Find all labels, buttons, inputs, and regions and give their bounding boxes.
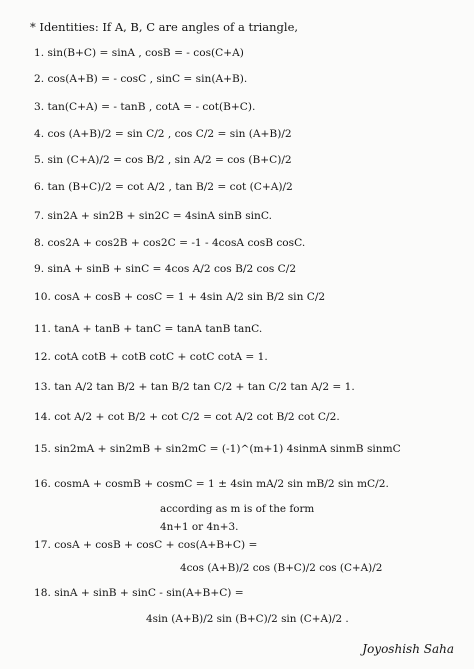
identity-line-7: 7. sin2A + sin2B + sin2C = 4sinA sinB sinC. [34,210,272,222]
identity-line-17-result: 4cos (A+B)/2 cos (B+C)/2 cos (C+A)/2 [180,562,383,574]
page-heading: * Identities: If A, B, C are angles of a triangle, [30,20,299,34]
identity-line-4: 4. cos (A+B)/2 = sin C/2 , cos C/2 = sin (A+B)/2 [34,128,292,140]
identity-line-18-result: 4sin (A+B)/2 sin (B+C)/2 sin (C+A)/2 . [146,613,349,625]
identity-line-12: 12. cotA cotB + cotB cotC + cotC cotA = 1. [34,351,268,363]
identity-line-2: 2. cos(A+B) = - cosC , sinC = sin(A+B). [34,73,248,85]
identity-line-10: 10. cosA + cosB + cosC = 1 + 4sin A/2 sin B/2 sin C/2 [34,291,326,303]
identity-line-16-forms: 4n+1 or 4n+3. [160,521,239,533]
author-signature: Joyoshish Saha [362,642,454,656]
identity-line-1: 1. sin(B+C) = sinA , cosB = - cos(C+A) [34,47,244,59]
identity-line-13: 13. tan A/2 tan B/2 + tan B/2 tan C/2 + tan C/2 tan A/2 = 1. [34,381,355,393]
identity-line-18: 18. sinA + sinB + sinC - sin(A+B+C) = [34,587,244,599]
identity-line-9: 9. sinA + sinB + sinC = 4cos A/2 cos B/2 cos C/2 [34,263,297,275]
identity-line-5: 5. sin (C+A)/2 = cos B/2 , sin A/2 = cos (B+C)/2 [34,154,292,166]
identity-line-8: 8. cos2A + cos2B + cos2C = -1 - 4cosA cosB cosC. [34,237,306,249]
identity-line-6: 6. tan (B+C)/2 = cot A/2 , tan B/2 = cot (C+A)/2 [34,181,293,193]
identity-line-16: 16. cosmA + cosmB + cosmC = 1 ± 4sin mA/2 sin mB/2 sin mC/2. [34,478,389,490]
identity-line-15: 15. sin2mA + sin2mB + sin2mC = (-1)^(m+1) 4sinmA sinmB sinmC [34,443,401,455]
identity-line-11: 11. tanA + tanB + tanC = tanA tanB tanC. [34,323,263,335]
identity-line-3: 3. tan(C+A) = - tanB , cotA = - cot(B+C). [34,101,256,113]
identity-line-16-condition: according as m is of the form [160,503,315,515]
identity-line-14: 14. cot A/2 + cot B/2 + cot C/2 = cot A/2 cot B/2 cot C/2. [34,411,340,423]
identity-line-17: 17. cosA + cosB + cosC + cos(A+B+C) = [34,539,258,551]
